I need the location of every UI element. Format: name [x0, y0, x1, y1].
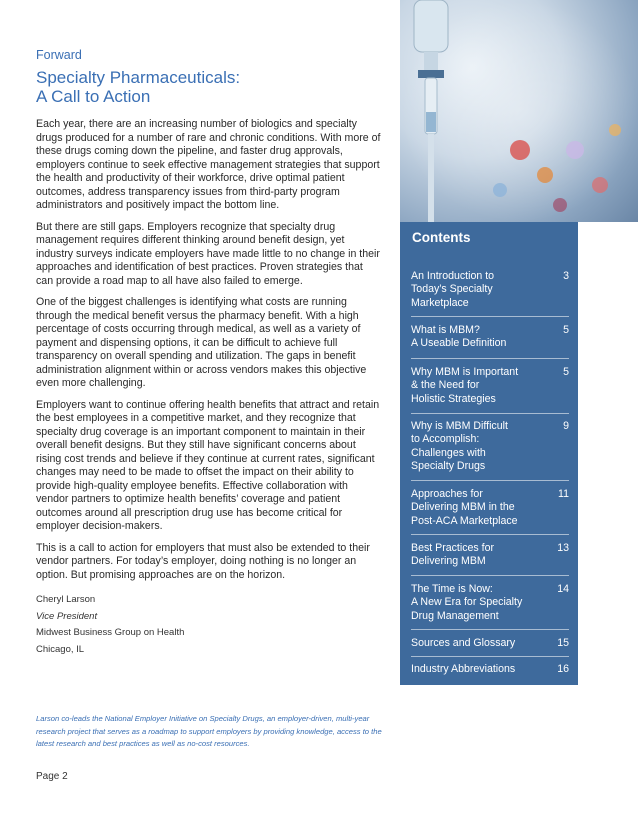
signature-organization: Midwest Business Group on Health	[36, 627, 185, 638]
toc-item-page: 16	[557, 663, 569, 675]
contents-sidebar	[400, 222, 578, 685]
main-column	[36, 48, 381, 658]
toc-item-label	[411, 583, 531, 623]
toc-item-label-line: Best Practices for	[411, 542, 495, 554]
page-title-line: Specialty Pharmaceuticals:	[36, 68, 241, 87]
toc-item-label-line: Marketplace	[411, 296, 469, 309]
toc-item-label	[411, 542, 531, 569]
signature-role: Vice President	[36, 610, 98, 622]
toc-item[interactable]	[411, 637, 569, 650]
toc-item-label-line: Delivering MBM in the	[411, 501, 515, 514]
toc-item-page: 14	[557, 583, 569, 595]
toc-item-label-line: Specialty Drugs	[411, 459, 486, 472]
toc-item-label-line: Industry Abbreviations	[411, 663, 516, 675]
toc-divider	[411, 534, 569, 535]
toc-item-page: 15	[557, 637, 569, 649]
toc-divider	[411, 413, 569, 414]
signature-block	[36, 592, 381, 658]
toc-item-label-line: to Accomplish:	[411, 433, 480, 446]
toc-item-label-line: Sources and Glossary	[411, 637, 516, 649]
toc-item-label	[411, 366, 531, 406]
toc-item-label-line: Drug Management	[411, 609, 499, 622]
toc-item-label	[411, 488, 531, 528]
toc-item-label-line: Why is MBM Difficult	[411, 420, 508, 432]
page-title-line: A Call to Action	[36, 87, 151, 106]
signature-location: Chicago, IL	[36, 643, 85, 655]
toc-item[interactable]	[411, 420, 569, 473]
page-number: Page 2	[36, 771, 68, 782]
body-paragraph: This is a call to action for employers that must also be extended to their vendor partners. For today’s employer, doing nothing is no longer an option. But promising approaches are on the horizon.	[36, 541, 370, 581]
body-paragraph: Each year, there are an increasing number of biologics and specialty drugs produced for a number of rare and chronic conditions. With more of these drugs coming down the pipeline, and faster drug approvals, employers continue to seek effective management strategies that support the health and productivity of their workforce, drive optimal patient outcomes, address transparency issues from third-party program administrators and positively impact the bottom line.	[36, 118, 381, 211]
toc-item-label-line: A New Era for Specialty	[411, 596, 523, 609]
toc-item-label-line: The Time is Now:	[411, 583, 493, 595]
toc-item-label-line: Challenges with	[411, 446, 486, 459]
toc-divider	[411, 358, 569, 359]
toc-item-page: 9	[563, 420, 569, 432]
toc-divider	[411, 575, 569, 576]
toc-item-label	[411, 637, 531, 650]
page-title	[36, 68, 381, 106]
toc-item-label-line: A Useable Definition	[411, 337, 507, 350]
toc-item-label-line: & the Need for	[411, 379, 480, 392]
toc-item-label	[411, 420, 531, 473]
toc-item[interactable]	[411, 270, 569, 310]
toc-item[interactable]	[411, 324, 569, 351]
body-paragraph: One of the biggest challenges is identifying what costs are running through the medical benefit versus the pharmacy benefit. With a high percentage of costs occurring through medical, as well as a variety of payment and dispensing options, it can be difficult to achieve full transparency on overall spending and utilization. The gaps in benefit administration alignment within or across vendors makes this objective even more challenging.	[36, 296, 367, 389]
toc-item-page: 11	[558, 488, 569, 500]
toc-item[interactable]	[411, 663, 569, 676]
toc-divider	[411, 629, 569, 630]
iv-drip-photo	[400, 0, 638, 222]
toc-item-label	[411, 270, 531, 310]
toc-item-page: 5	[563, 324, 569, 336]
toc-item[interactable]	[411, 488, 569, 528]
section-kicker: Forward	[36, 48, 82, 62]
body-paragraph: Employers want to continue offering health benefits that attract and retain the best employees in a competitive market, and they recognize that specialty drug coverage is an important component to maintain in their overall benefit designs. But they still have significant concerns about rising cost trends and believe if they continue at current rates, significant changes may need to be made to offset the impact on their ability to provide high-quality employee benefits. Effective collaboration with vendor partners to optimize health benefits’ coverage and patient outcomes around all prescription drug use has become critical for employer decision-makers.	[36, 398, 380, 532]
toc-item-label-line: Approaches for	[411, 488, 483, 500]
toc-item[interactable]	[411, 583, 569, 623]
toc-item-label-line: Today’s Specialty	[411, 283, 493, 296]
toc-item-page: 13	[557, 542, 569, 554]
contents-title: Contents	[412, 230, 471, 245]
iv-drip-illustration	[400, 0, 638, 222]
toc-item[interactable]	[411, 366, 569, 406]
toc-item-label	[411, 324, 531, 351]
toc-item-label-line: Holistic Strategies	[411, 392, 496, 405]
toc-item-label	[411, 663, 531, 676]
toc-item-label-line: Post-ACA Marketplace	[411, 514, 518, 527]
signature-name: Cheryl Larson	[36, 594, 96, 605]
toc-item-page: 3	[563, 270, 569, 282]
toc-divider	[411, 656, 569, 657]
toc-item-page: 5	[563, 366, 569, 378]
toc-divider	[411, 480, 569, 481]
toc-item[interactable]	[411, 542, 569, 569]
body-paragraph: But there are still gaps. Employers recognize that specialty drug management requires different thinking around benefit design, yet industry surveys indicate employers have made little to no change in their approaches and identification of best practices. Proven strategies that can provide a road map to all have also failed to emerge.	[36, 220, 380, 287]
toc-item-label-line: What is MBM?	[411, 324, 480, 336]
toc-item-label-line: An Introduction to	[411, 270, 495, 282]
toc-item-label-line: Why MBM is Important	[411, 366, 519, 378]
footnote: Larson co-leads the National Employer Initiative on Specialty Drugs, an employer-driven, multi-year research project that serves as a roadmap to support employers by providing knowledge, access to the latest research and best practices as well as no-cost resources.	[36, 714, 382, 748]
toc-item-label-line: Delivering MBM	[411, 555, 486, 568]
toc-divider	[411, 316, 569, 317]
